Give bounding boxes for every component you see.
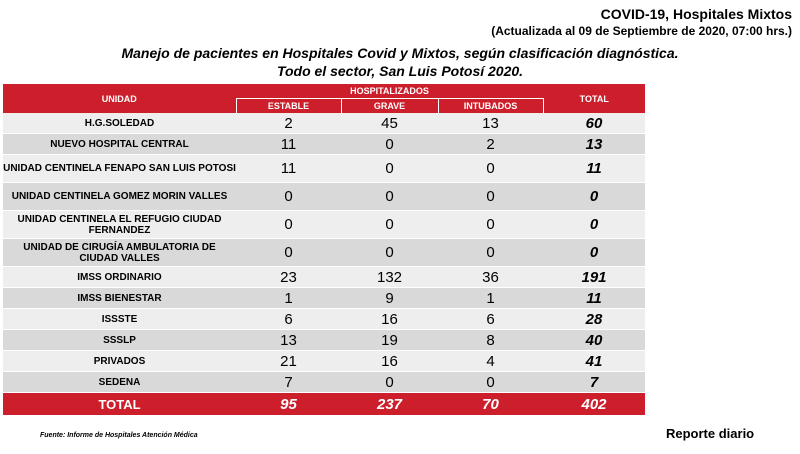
total-value: 7	[543, 372, 645, 393]
table-row	[3, 134, 645, 155]
estable-value: 11	[236, 155, 341, 183]
grave-value: 0	[341, 183, 438, 211]
grave-value: 0	[341, 372, 438, 393]
intubados-value: 2	[438, 134, 543, 155]
unit-name: UNIDAD CENTINELA GOMEZ MORIN VALLES	[3, 183, 236, 211]
grave-value: 16	[341, 309, 438, 330]
intubados-value: 0	[438, 239, 543, 267]
table-row	[3, 372, 645, 393]
table-caption	[0, 44, 800, 80]
intubados-value: 0	[438, 183, 543, 211]
report-updated-date: (Actualizada al 09 de Septiembre de 2020, 07:00 hrs.)	[491, 24, 792, 38]
total-value: 11	[543, 288, 645, 309]
unit-name: H.G.SOLEDAD	[3, 113, 236, 134]
table-row	[3, 155, 645, 183]
estable-value: 0	[236, 239, 341, 267]
unit-name: SSSLP	[3, 330, 236, 351]
estable-value: 2	[236, 113, 341, 134]
grave-value: 19	[341, 330, 438, 351]
table-row	[3, 239, 645, 267]
header-hospitalizados: HOSPITALIZADOS	[236, 84, 543, 99]
estable-value: 6	[236, 309, 341, 330]
unit-name: NUEVO HOSPITAL CENTRAL	[3, 134, 236, 155]
grave-value: 0	[341, 211, 438, 239]
grave-value: 132	[341, 267, 438, 288]
caption-line-1: Manejo de pacientes en Hospitales Covid y Mixtos, según clasificación diagnóstica.	[121, 45, 679, 61]
grave-value: 45	[341, 113, 438, 134]
unit-name: UNIDAD CENTINELA FENAPO SAN LUIS POTOSI	[3, 155, 236, 183]
header-unidad: UNIDAD	[3, 84, 236, 113]
grave-value: 0	[341, 239, 438, 267]
source-note: Fuente: Informe de Hospitales Atención Médica	[40, 432, 198, 439]
unit-name: PRIVADOS	[3, 351, 236, 372]
table-row	[3, 183, 645, 211]
total-value: 0	[543, 183, 645, 211]
hospital-patients-table	[3, 84, 645, 415]
estable-value: 11	[236, 134, 341, 155]
grave-value: 0	[341, 155, 438, 183]
estable-value: 7	[236, 372, 341, 393]
intubados-value: 8	[438, 330, 543, 351]
total-value: 0	[543, 211, 645, 239]
total-value: 0	[543, 239, 645, 267]
unit-name: UNIDAD CENTINELA EL REFUGIO CIUDAD FERNANDEZ	[3, 211, 236, 239]
total-value: 60	[543, 113, 645, 134]
table-row	[3, 288, 645, 309]
unit-name: ISSSTE	[3, 309, 236, 330]
total-row	[3, 393, 645, 416]
intubados-value: 0	[438, 155, 543, 183]
grave-value: 16	[341, 351, 438, 372]
total-estable: 95	[236, 393, 341, 416]
total-value: 40	[543, 330, 645, 351]
header-estable: ESTABLE	[236, 99, 341, 114]
estable-value: 21	[236, 351, 341, 372]
grand-total: 402	[543, 393, 645, 416]
total-value: 191	[543, 267, 645, 288]
intubados-value: 0	[438, 372, 543, 393]
daily-report-label: Reporte diario	[666, 426, 755, 441]
total-value: 11	[543, 155, 645, 183]
grave-value: 9	[341, 288, 438, 309]
intubados-value: 36	[438, 267, 543, 288]
estable-value: 13	[236, 330, 341, 351]
total-value: 28	[543, 309, 645, 330]
total-value: 41	[543, 351, 645, 372]
table-row	[3, 309, 645, 330]
grave-value: 0	[341, 134, 438, 155]
estable-value: 1	[236, 288, 341, 309]
unit-name: UNIDAD DE CIRUGÍA AMBULATORIA DE CIUDAD VALLES	[3, 239, 236, 267]
intubados-value: 13	[438, 113, 543, 134]
table-row	[3, 351, 645, 372]
table-row	[3, 211, 645, 239]
total-value: 13	[543, 134, 645, 155]
estable-value: 23	[236, 267, 341, 288]
total-intubados: 70	[438, 393, 543, 416]
header-grave: GRAVE	[341, 99, 438, 114]
unit-name: SEDENA	[3, 372, 236, 393]
total-label: TOTAL	[3, 393, 236, 416]
table-row	[3, 330, 645, 351]
table-row	[3, 113, 645, 134]
report-title: COVID-19, Hospitales Mixtos	[600, 6, 792, 22]
estable-value: 0	[236, 211, 341, 239]
intubados-value: 4	[438, 351, 543, 372]
header-intubados: INTUBADOS	[438, 99, 543, 114]
report-header	[491, 5, 792, 39]
intubados-value: 1	[438, 288, 543, 309]
intubados-value: 0	[438, 211, 543, 239]
unit-name: IMSS BIENESTAR	[3, 288, 236, 309]
intubados-value: 6	[438, 309, 543, 330]
estable-value: 0	[236, 183, 341, 211]
caption-line-2: Todo el sector, San Luis Potosí 2020.	[276, 63, 524, 79]
total-grave: 237	[341, 393, 438, 416]
unit-name: IMSS ORDINARIO	[3, 267, 236, 288]
table-row	[3, 267, 645, 288]
header-total: TOTAL	[543, 84, 645, 113]
